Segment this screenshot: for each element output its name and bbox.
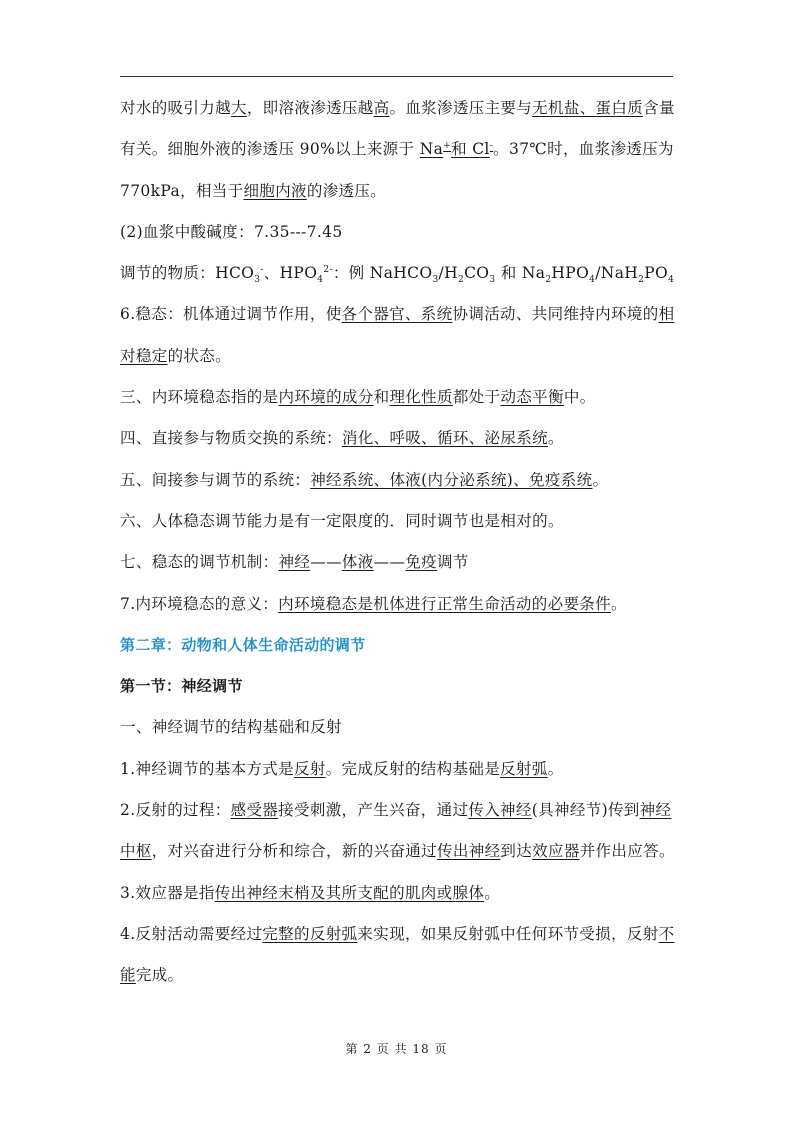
text-segment: 六、人体稳态调节能力是有一定限度的．同时调节也是相对的。: [120, 511, 564, 530]
text-segment: ——: [373, 553, 406, 572]
text-segment: 3.效应器是指: [120, 883, 215, 902]
text-line: [120, 387, 675, 407]
underlined-term: 感受器: [230, 801, 279, 820]
text-segment: 2: [457, 275, 465, 286]
text-segment: 对水的吸引力越: [120, 99, 231, 117]
underlined-term: Na: [419, 140, 444, 159]
text-segment: 协调活动、共同维持内环境的: [452, 305, 659, 324]
text-line: [120, 98, 675, 118]
text-line: [120, 263, 675, 286]
text-line: [120, 470, 675, 490]
text-line: [120, 346, 675, 366]
text-segment: 3: [489, 275, 496, 286]
text-segment: -: [260, 265, 264, 276]
underlined-term: 完整的反射弧: [262, 924, 358, 943]
document-body: [120, 98, 675, 1007]
text-line: [120, 965, 675, 985]
text-segment: 4: [668, 275, 675, 286]
text-segment: 4.反射活动需要经过: [120, 924, 263, 943]
text-segment: ，对兴奋进行分析和综合，新的兴奋通过: [151, 842, 438, 861]
underlined-term: 对稳定: [120, 346, 168, 365]
text-segment: PO: [644, 264, 669, 283]
text-line: [120, 759, 675, 779]
text-line: [120, 222, 675, 242]
underlined-term: 各个器官、系统: [341, 305, 453, 324]
text-segment: 3: [432, 275, 439, 286]
underlined-term: +: [443, 141, 452, 152]
text-segment: ，即溶液渗透压越: [246, 99, 374, 117]
text-segment: 五、间接参与调节的系统：: [120, 470, 311, 489]
text-segment: 调节的物质：HCO: [120, 264, 255, 283]
header-rule: [120, 76, 673, 77]
text-line: [120, 304, 675, 324]
text-segment: 第二章：动物和人体生命活动的调节: [120, 635, 366, 654]
underlined-term: 神经系统、体液(内分泌系统)、免疫系统: [310, 470, 593, 489]
text-segment: /NaH: [595, 264, 639, 283]
text-segment: 含量: [643, 99, 675, 117]
text-segment: 的渗透压。: [306, 181, 387, 200]
underlined-term: 内环境的成分: [278, 388, 374, 407]
underlined-term: 无机盐、蛋白质: [532, 99, 644, 117]
chapter-heading: [120, 635, 675, 655]
text-line: [120, 428, 675, 448]
text-segment: 4: [589, 275, 596, 286]
underlined-term: 反射: [294, 759, 326, 778]
text-line: [120, 594, 675, 614]
text-segment: 并作出应答。: [579, 842, 675, 861]
text-line: [120, 717, 675, 737]
underlined-term: 动态平衡: [500, 388, 564, 407]
text-segment: 。: [592, 470, 609, 489]
text-line: [120, 552, 675, 572]
text-segment: 7.内环境稳态的意义：: [120, 594, 279, 613]
text-line: [120, 181, 675, 201]
text-segment: 。血浆渗透压主要与: [389, 99, 533, 117]
underlined-term: 神经: [639, 801, 672, 820]
text-line: [120, 841, 675, 861]
text-segment: 到达: [500, 842, 533, 861]
text-segment: 的状态。: [167, 346, 231, 365]
underlined-term: 消化、呼吸、循环、泌尿系统: [341, 429, 548, 448]
text-line: [120, 511, 675, 531]
text-segment: 6.稳态：机体通过调节作用，使: [120, 305, 342, 324]
text-segment: ：例 NaHCO: [332, 264, 433, 283]
page-footer: 第 2 页 共 18 页: [345, 1042, 448, 1056]
underlined-term: 传出神经: [437, 842, 501, 861]
text-segment: (具神经节)传到: [531, 801, 640, 820]
underlined-term: 大: [230, 99, 247, 117]
underlined-term: 传出神经末梢及其所支配的肌肉或腺体: [214, 883, 485, 902]
text-segment: 接受刺激，产生兴奋，通过: [278, 801, 469, 820]
underlined-term: 不: [658, 924, 675, 943]
underlined-term: 反射弧: [500, 759, 548, 778]
text-segment: CO: [464, 264, 490, 283]
underlined-term: 体液: [341, 553, 374, 572]
text-segment: 七、稳态的调节机制：: [120, 553, 279, 572]
text-segment: 。: [484, 883, 501, 902]
text-line: [120, 883, 675, 903]
underlined-term: 内环境稳态是机体进行正常生命活动的必要条件: [278, 594, 611, 613]
text-segment: 来实现，如果反射弧中任何环节受损，反射: [357, 924, 659, 943]
underlined-term: 免疫: [405, 553, 438, 572]
text-segment: 中。: [563, 388, 596, 407]
underlined-term: 和 Cl: [451, 140, 490, 159]
text-segment: 。: [611, 594, 627, 613]
text-segment: 调节: [437, 553, 469, 572]
text-segment: /H: [438, 264, 458, 283]
text-segment: 2-: [323, 265, 333, 276]
text-segment: HPO: [551, 264, 590, 283]
text-segment: 4: [317, 275, 324, 286]
text-segment: 完成。: [135, 966, 184, 985]
section-heading: [120, 676, 675, 696]
text-segment: (2)血浆中酸碱度：7.35---7.45: [120, 222, 343, 241]
text-segment: 。37℃时，血浆渗透压为: [493, 140, 674, 159]
underlined-term: 相: [658, 305, 675, 324]
text-segment: 2: [545, 275, 552, 286]
text-segment: 。完成反射的结构基础是: [325, 759, 501, 778]
text-segment: 都处于: [452, 388, 501, 407]
underlined-term: 神经: [278, 553, 311, 572]
text-line: [120, 800, 675, 820]
text-segment: 有关。细胞外液的渗透压 90%以上来源于: [120, 140, 420, 159]
text-segment: 770kPa，相当于: [120, 181, 244, 200]
underlined-term: 理化性质: [389, 388, 453, 407]
text-segment: 2.反射的过程：: [120, 801, 231, 820]
underlined-term: 高: [373, 99, 390, 117]
text-segment: 和 Na: [495, 264, 546, 283]
text-segment: 和: [373, 388, 390, 407]
text-segment: 第一节：神经调节: [120, 677, 243, 696]
underlined-term: 能: [120, 966, 136, 985]
text-line: [120, 139, 675, 159]
text-segment: 1.神经调节的基本方式是: [120, 759, 294, 778]
text-segment: ——: [310, 553, 342, 572]
text-segment: 、HPO: [263, 264, 318, 283]
underlined-term: 细胞内液: [243, 181, 307, 200]
text-segment: 一、神经调节的结构基础和反射: [120, 718, 342, 737]
underlined-term: -: [489, 141, 494, 152]
text-segment: 。: [547, 759, 564, 778]
underlined-term: 效应器: [532, 842, 580, 861]
text-segment: 。: [547, 429, 564, 448]
text-line: [120, 924, 675, 944]
underlined-term: 中枢: [120, 842, 152, 861]
text-segment: 2: [638, 275, 645, 286]
text-segment: 三、内环境稳态指的是: [120, 388, 279, 407]
text-segment: 四、直接参与物质交换的系统：: [120, 429, 342, 448]
text-segment: 3: [254, 275, 261, 286]
underlined-term: 传入神经: [468, 801, 532, 820]
